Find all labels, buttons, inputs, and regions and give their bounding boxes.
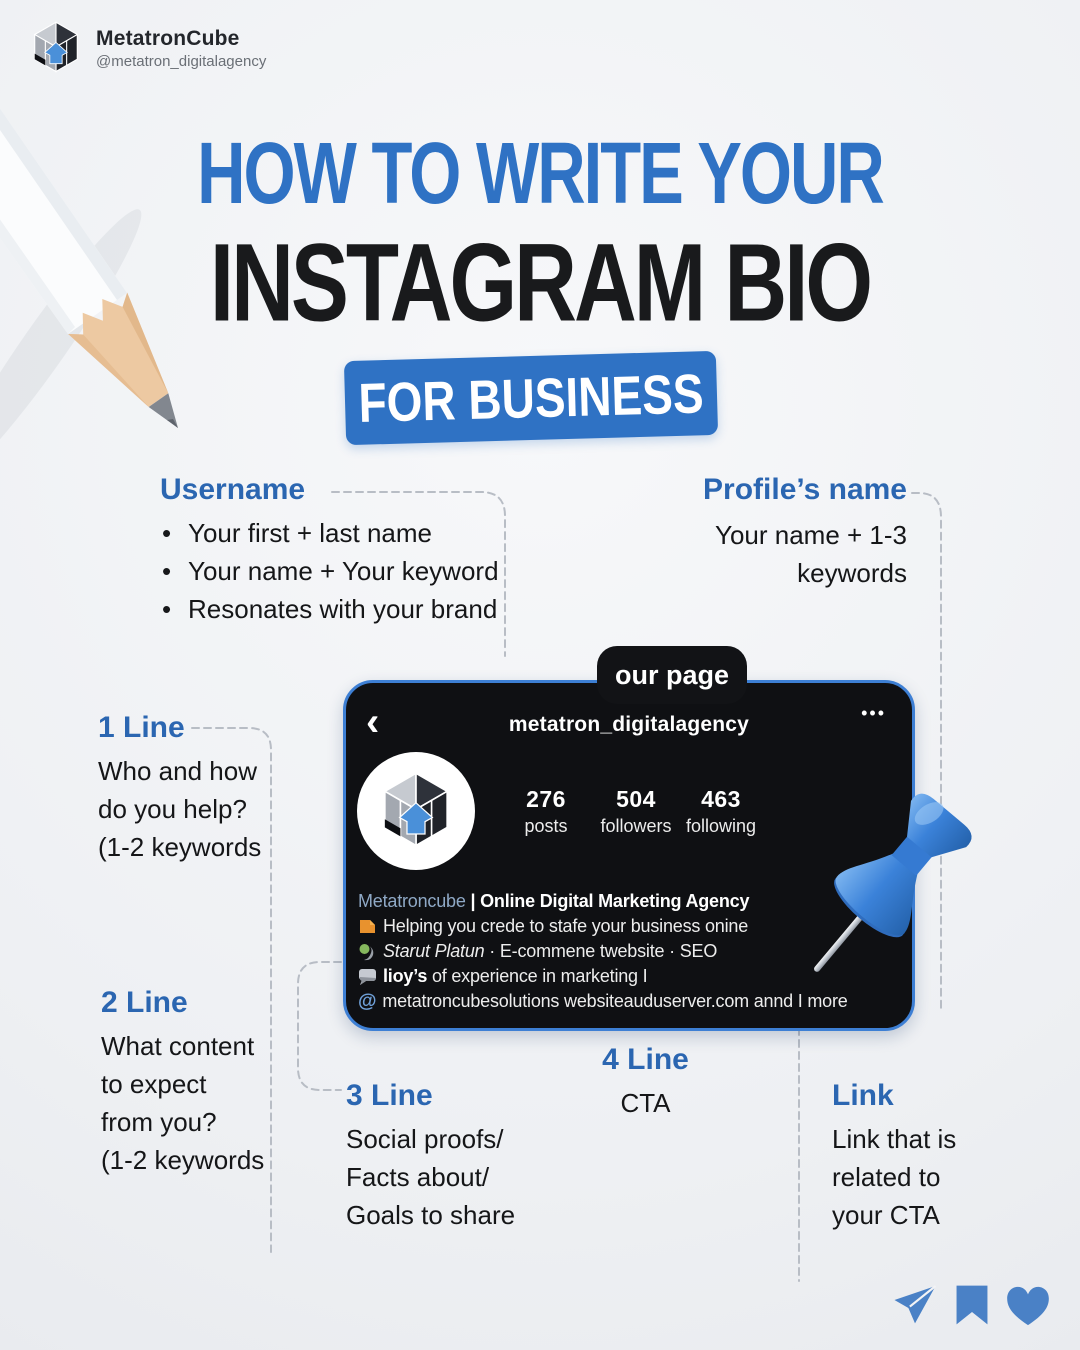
link-text: Link that is (832, 1124, 957, 1154)
section-line3 (346, 1078, 556, 1234)
bio-line4-lead: lioy’s (383, 966, 428, 986)
stat-followers[interactable] (589, 786, 683, 837)
title-line-1: HOW TO WRITE YOUR (197, 124, 883, 223)
username-bullet-list (160, 514, 530, 628)
line3-text: Facts about/ (346, 1162, 490, 1192)
bio-line3-text: · E-commene twebsite · SEO (484, 941, 718, 961)
bookmark-icon[interactable] (955, 1284, 989, 1326)
bio-tagline: | Online Digital Marketing Agency (465, 891, 750, 911)
stat-posts-value: 276 (526, 786, 566, 812)
title-line-2: INSTAGRAM BIO (209, 221, 871, 345)
line2-text: to expect (101, 1069, 207, 1099)
folder-icon (358, 917, 377, 936)
link-text: your CTA (832, 1200, 940, 1230)
section-line2-heading: 2 Line (101, 986, 188, 1019)
connector-line3 (298, 962, 341, 1090)
line3-text: Social proofs/ (346, 1124, 504, 1154)
line2-text: from you? (101, 1107, 217, 1137)
section-profile-name (637, 472, 907, 592)
section-link (832, 1078, 992, 1234)
section-line2 (101, 985, 286, 1179)
brand-logo-icon (28, 20, 84, 76)
username-bullet: • Your name + Your keyword (160, 552, 530, 590)
bio-name: Metatroncube (358, 891, 466, 911)
stat-following-label: following (685, 816, 757, 836)
link-text: related to (832, 1162, 941, 1192)
brand-handle: @metatron_digitalagency (96, 52, 267, 70)
profile-name-line: keywords (797, 558, 907, 588)
brand-header (28, 20, 266, 76)
username-bullet: • Your first + last name (160, 514, 530, 552)
section-line4-heading: 4 Line (602, 1043, 689, 1076)
bio-line2-text: Helping you crede to stafe your business onine (383, 916, 749, 936)
line3-text: Goals to share (346, 1200, 516, 1230)
line2-text: What content (101, 1031, 255, 1061)
bio-link-text[interactable]: metatroncubesolutions websiteauduserver.com annd I more (382, 991, 848, 1011)
stat-posts-label: posts (524, 816, 568, 836)
bio-line3-lead: Starut Platun (383, 941, 485, 961)
section-username (160, 472, 530, 628)
brand-name: MetatronCube (96, 26, 240, 50)
our-page-tag (597, 646, 747, 704)
section-line1 (98, 710, 283, 866)
line4-text: CTA (620, 1088, 671, 1118)
username-bullet: • Resonates with your brand (160, 590, 530, 628)
section-line1-heading: 1 Line (98, 711, 185, 744)
title-badge-label: FOR BUSINESS (357, 361, 705, 435)
more-options-icon[interactable]: ••• (861, 703, 886, 723)
back-chevron-icon[interactable]: ‹ (366, 700, 380, 744)
line2-text: (1-2 keywords (101, 1145, 265, 1175)
section-line3-heading: 3 Line (346, 1079, 433, 1112)
leaf-icon (358, 942, 377, 961)
heart-icon[interactable] (1006, 1286, 1050, 1326)
line1-text: (1-2 keywords (98, 832, 262, 862)
section-profile-name-heading: Profile’s name (703, 473, 907, 506)
stat-posts[interactable] (506, 786, 586, 837)
section-line4 (578, 1042, 713, 1122)
stat-following-value: 463 (701, 786, 741, 812)
title-badge (344, 351, 718, 445)
bio-line4-text: of experience in marketing I (427, 966, 648, 986)
profile-username: metatron_digitalagency (508, 713, 750, 736)
line1-text: Who and how (98, 756, 257, 786)
send-icon[interactable] (893, 1283, 937, 1325)
line1-text: do you help? (98, 794, 247, 824)
section-link-heading: Link (832, 1079, 894, 1112)
pushpin-illustration (805, 775, 995, 1005)
our-page-label: our page (614, 659, 729, 690)
speech-bubble-icon (358, 967, 377, 986)
stat-followers-value: 504 (616, 786, 656, 812)
stat-following[interactable] (673, 786, 769, 837)
section-username-heading: Username (160, 473, 306, 506)
profile-name-line: Your name + 1-3 (714, 520, 907, 550)
profile-avatar (357, 752, 475, 870)
stat-followers-label: followers (600, 816, 672, 836)
at-symbol-icon: @ (358, 991, 377, 1012)
